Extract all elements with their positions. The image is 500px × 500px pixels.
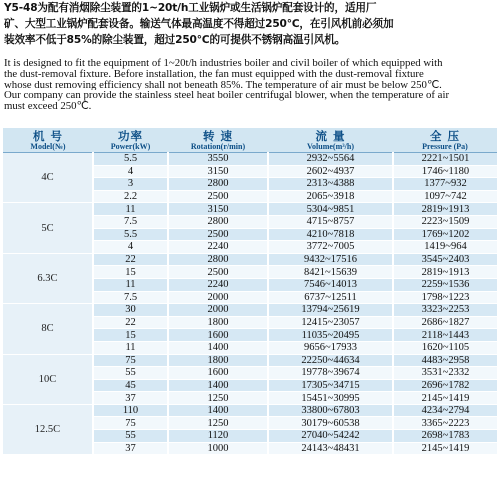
pressure-cell: 1097~742 (393, 190, 497, 203)
pressure-cell: 2223~1509 (393, 215, 497, 228)
table-row (3, 354, 497, 367)
power-cell: 5.5 (93, 153, 168, 166)
rotation-cell: 3150 (168, 203, 268, 216)
rotation-cell: 1400 (168, 404, 268, 417)
header-power: 功率 Power(kW) (93, 128, 168, 153)
pressure-cell: 4483~2958 (393, 354, 497, 367)
rotation-cell: 1120 (168, 430, 268, 443)
table-body (3, 153, 497, 455)
pressure-cell: 1620~1105 (393, 341, 497, 354)
english-description-line: It is designed to fit the equipment of 1~20t/h industries boiler and civil boiler of which equipped with (4, 58, 443, 69)
power-cell: 37 (93, 442, 168, 455)
rotation-cell: 1600 (168, 367, 268, 380)
pressure-cell: 2145~1419 (393, 442, 497, 455)
volume-cell: 2932~5564 (268, 153, 393, 166)
model-cell: 5C (3, 203, 93, 253)
rotation-cell: 1250 (168, 392, 268, 405)
chinese-description (4, 0, 498, 48)
pressure-cell: 1377~932 (393, 178, 497, 191)
power-cell: 75 (93, 354, 168, 367)
pressure-cell: 1746~1180 (393, 165, 497, 178)
rotation-cell: 1600 (168, 329, 268, 342)
volume-cell: 24143~48431 (268, 442, 393, 455)
rotation-cell: 3150 (168, 165, 268, 178)
header-model: 机 号 Model(№) (3, 128, 93, 153)
volume-cell: 19778~39674 (268, 367, 393, 380)
chinese-description-line: Y5-48为配有消烟除尘装置的1~20t/h工业锅炉或生活锅炉配套设计的，适用厂 (4, 2, 377, 14)
rotation-cell: 2000 (168, 291, 268, 304)
power-cell: 5.5 (93, 228, 168, 241)
rotation-cell: 1800 (168, 316, 268, 329)
volume-cell: 3772~7005 (268, 241, 393, 254)
pressure-cell: 4234~2794 (393, 404, 497, 417)
english-description (4, 58, 498, 112)
power-cell: 15 (93, 329, 168, 342)
rotation-cell: 2000 (168, 304, 268, 317)
pressure-cell: 1419~964 (393, 241, 497, 254)
volume-cell: 11035~20495 (268, 329, 393, 342)
pressure-cell: 3545~2403 (393, 253, 497, 266)
pressure-cell: 2259~1536 (393, 278, 497, 291)
rotation-cell: 2500 (168, 266, 268, 279)
volume-cell: 4715~8757 (268, 215, 393, 228)
power-cell: 11 (93, 278, 168, 291)
volume-cell: 7546~14013 (268, 278, 393, 291)
volume-cell: 15451~30995 (268, 392, 393, 405)
pressure-cell: 2221~1501 (393, 153, 497, 166)
power-cell: 75 (93, 417, 168, 430)
power-cell: 4 (93, 165, 168, 178)
model-cell: 8C (3, 304, 93, 354)
volume-cell: 9656~17933 (268, 341, 393, 354)
table-row (3, 153, 497, 166)
power-cell: 2.2 (93, 190, 168, 203)
table-header-row (3, 128, 497, 153)
volume-cell: 4210~7818 (268, 228, 393, 241)
rotation-cell: 3550 (168, 153, 268, 166)
power-cell: 4 (93, 241, 168, 254)
chinese-description-line: 矿、大型工业锅炉配套设备。输送气体最高温度不得超过250℃，在引风机前必须加 (4, 18, 394, 30)
power-cell: 7.5 (93, 215, 168, 228)
header-volume: 流 量 Volume(m³/h) (268, 128, 393, 153)
table-row (3, 304, 497, 317)
english-description-line: Our company can provide the stainless steel heat boiler centrifugal blower, when the temperature of air (4, 90, 450, 102)
pressure-cell: 3531~2332 (393, 367, 497, 380)
power-cell: 7.5 (93, 291, 168, 304)
power-cell: 110 (93, 404, 168, 417)
volume-cell: 5304~9851 (268, 203, 393, 216)
english-description-line: the dust-removal fixture. Before installation, the fan must equipped with the dust-removal fixture (4, 68, 424, 80)
header-rotation: 转 速 Rotation(r/min) (168, 128, 268, 153)
volume-cell: 2313~4388 (268, 178, 393, 191)
volume-cell: 17305~34715 (268, 379, 393, 392)
pressure-cell: 1769~1202 (393, 228, 497, 241)
english-description-line: must exceed 250℃. (4, 101, 92, 112)
rotation-cell: 2240 (168, 278, 268, 291)
rotation-cell: 1400 (168, 341, 268, 354)
fan-specification-table (3, 128, 497, 455)
model-cell: 12.5C (3, 404, 93, 454)
volume-cell: 8421~15639 (268, 266, 393, 279)
volume-cell: 27040~54242 (268, 430, 393, 443)
pressure-cell: 3365~2223 (393, 417, 497, 430)
model-cell: 6.3C (3, 253, 93, 303)
power-cell: 22 (93, 253, 168, 266)
rotation-cell: 2500 (168, 190, 268, 203)
table-row (3, 253, 497, 266)
volume-cell: 13794~25619 (268, 304, 393, 317)
pressure-cell: 2819~1913 (393, 203, 497, 216)
volume-cell: 2602~4937 (268, 165, 393, 178)
rotation-cell: 2800 (168, 178, 268, 191)
pressure-cell: 1798~1223 (393, 291, 497, 304)
volume-cell: 2065~3918 (268, 190, 393, 203)
power-cell: 3 (93, 178, 168, 191)
power-cell: 45 (93, 379, 168, 392)
power-cell: 30 (93, 304, 168, 317)
rotation-cell: 2800 (168, 253, 268, 266)
rotation-cell: 1400 (168, 379, 268, 392)
power-cell: 37 (93, 392, 168, 405)
pressure-cell: 3323~2253 (393, 304, 497, 317)
volume-cell: 12415~23057 (268, 316, 393, 329)
rotation-cell: 2240 (168, 241, 268, 254)
english-description-line: whose dust removing efficiency shall not beneath 85%. The temperature of air must be below 250℃. (4, 79, 442, 91)
pressure-cell: 2698~1783 (393, 430, 497, 443)
volume-cell: 33800~67803 (268, 404, 393, 417)
volume-cell: 9432~17516 (268, 253, 393, 266)
pressure-cell: 2686~1827 (393, 316, 497, 329)
power-cell: 15 (93, 266, 168, 279)
model-cell: 4C (3, 153, 93, 203)
chinese-description-line: 装效率不低于85%的除尘装置，超过250℃的可提供不锈钢高温引风机。 (4, 34, 346, 46)
pressure-cell: 2819~1913 (393, 266, 497, 279)
rotation-cell: 1000 (168, 442, 268, 455)
rotation-cell: 1800 (168, 354, 268, 367)
pressure-cell: 2118~1443 (393, 329, 497, 342)
pressure-cell: 2145~1419 (393, 392, 497, 405)
table-row (3, 404, 497, 417)
model-cell: 10C (3, 354, 93, 404)
power-cell: 22 (93, 316, 168, 329)
volume-cell: 6737~12511 (268, 291, 393, 304)
pressure-cell: 2696~1782 (393, 379, 497, 392)
power-cell: 55 (93, 430, 168, 443)
rotation-cell: 2500 (168, 228, 268, 241)
power-cell: 11 (93, 341, 168, 354)
power-cell: 55 (93, 367, 168, 380)
power-cell: 11 (93, 203, 168, 216)
rotation-cell: 1250 (168, 417, 268, 430)
header-pressure: 全 压 Pressure (Pa) (393, 128, 497, 153)
table-row (3, 203, 497, 216)
volume-cell: 30179~60538 (268, 417, 393, 430)
rotation-cell: 2800 (168, 215, 268, 228)
volume-cell: 22250~44634 (268, 354, 393, 367)
